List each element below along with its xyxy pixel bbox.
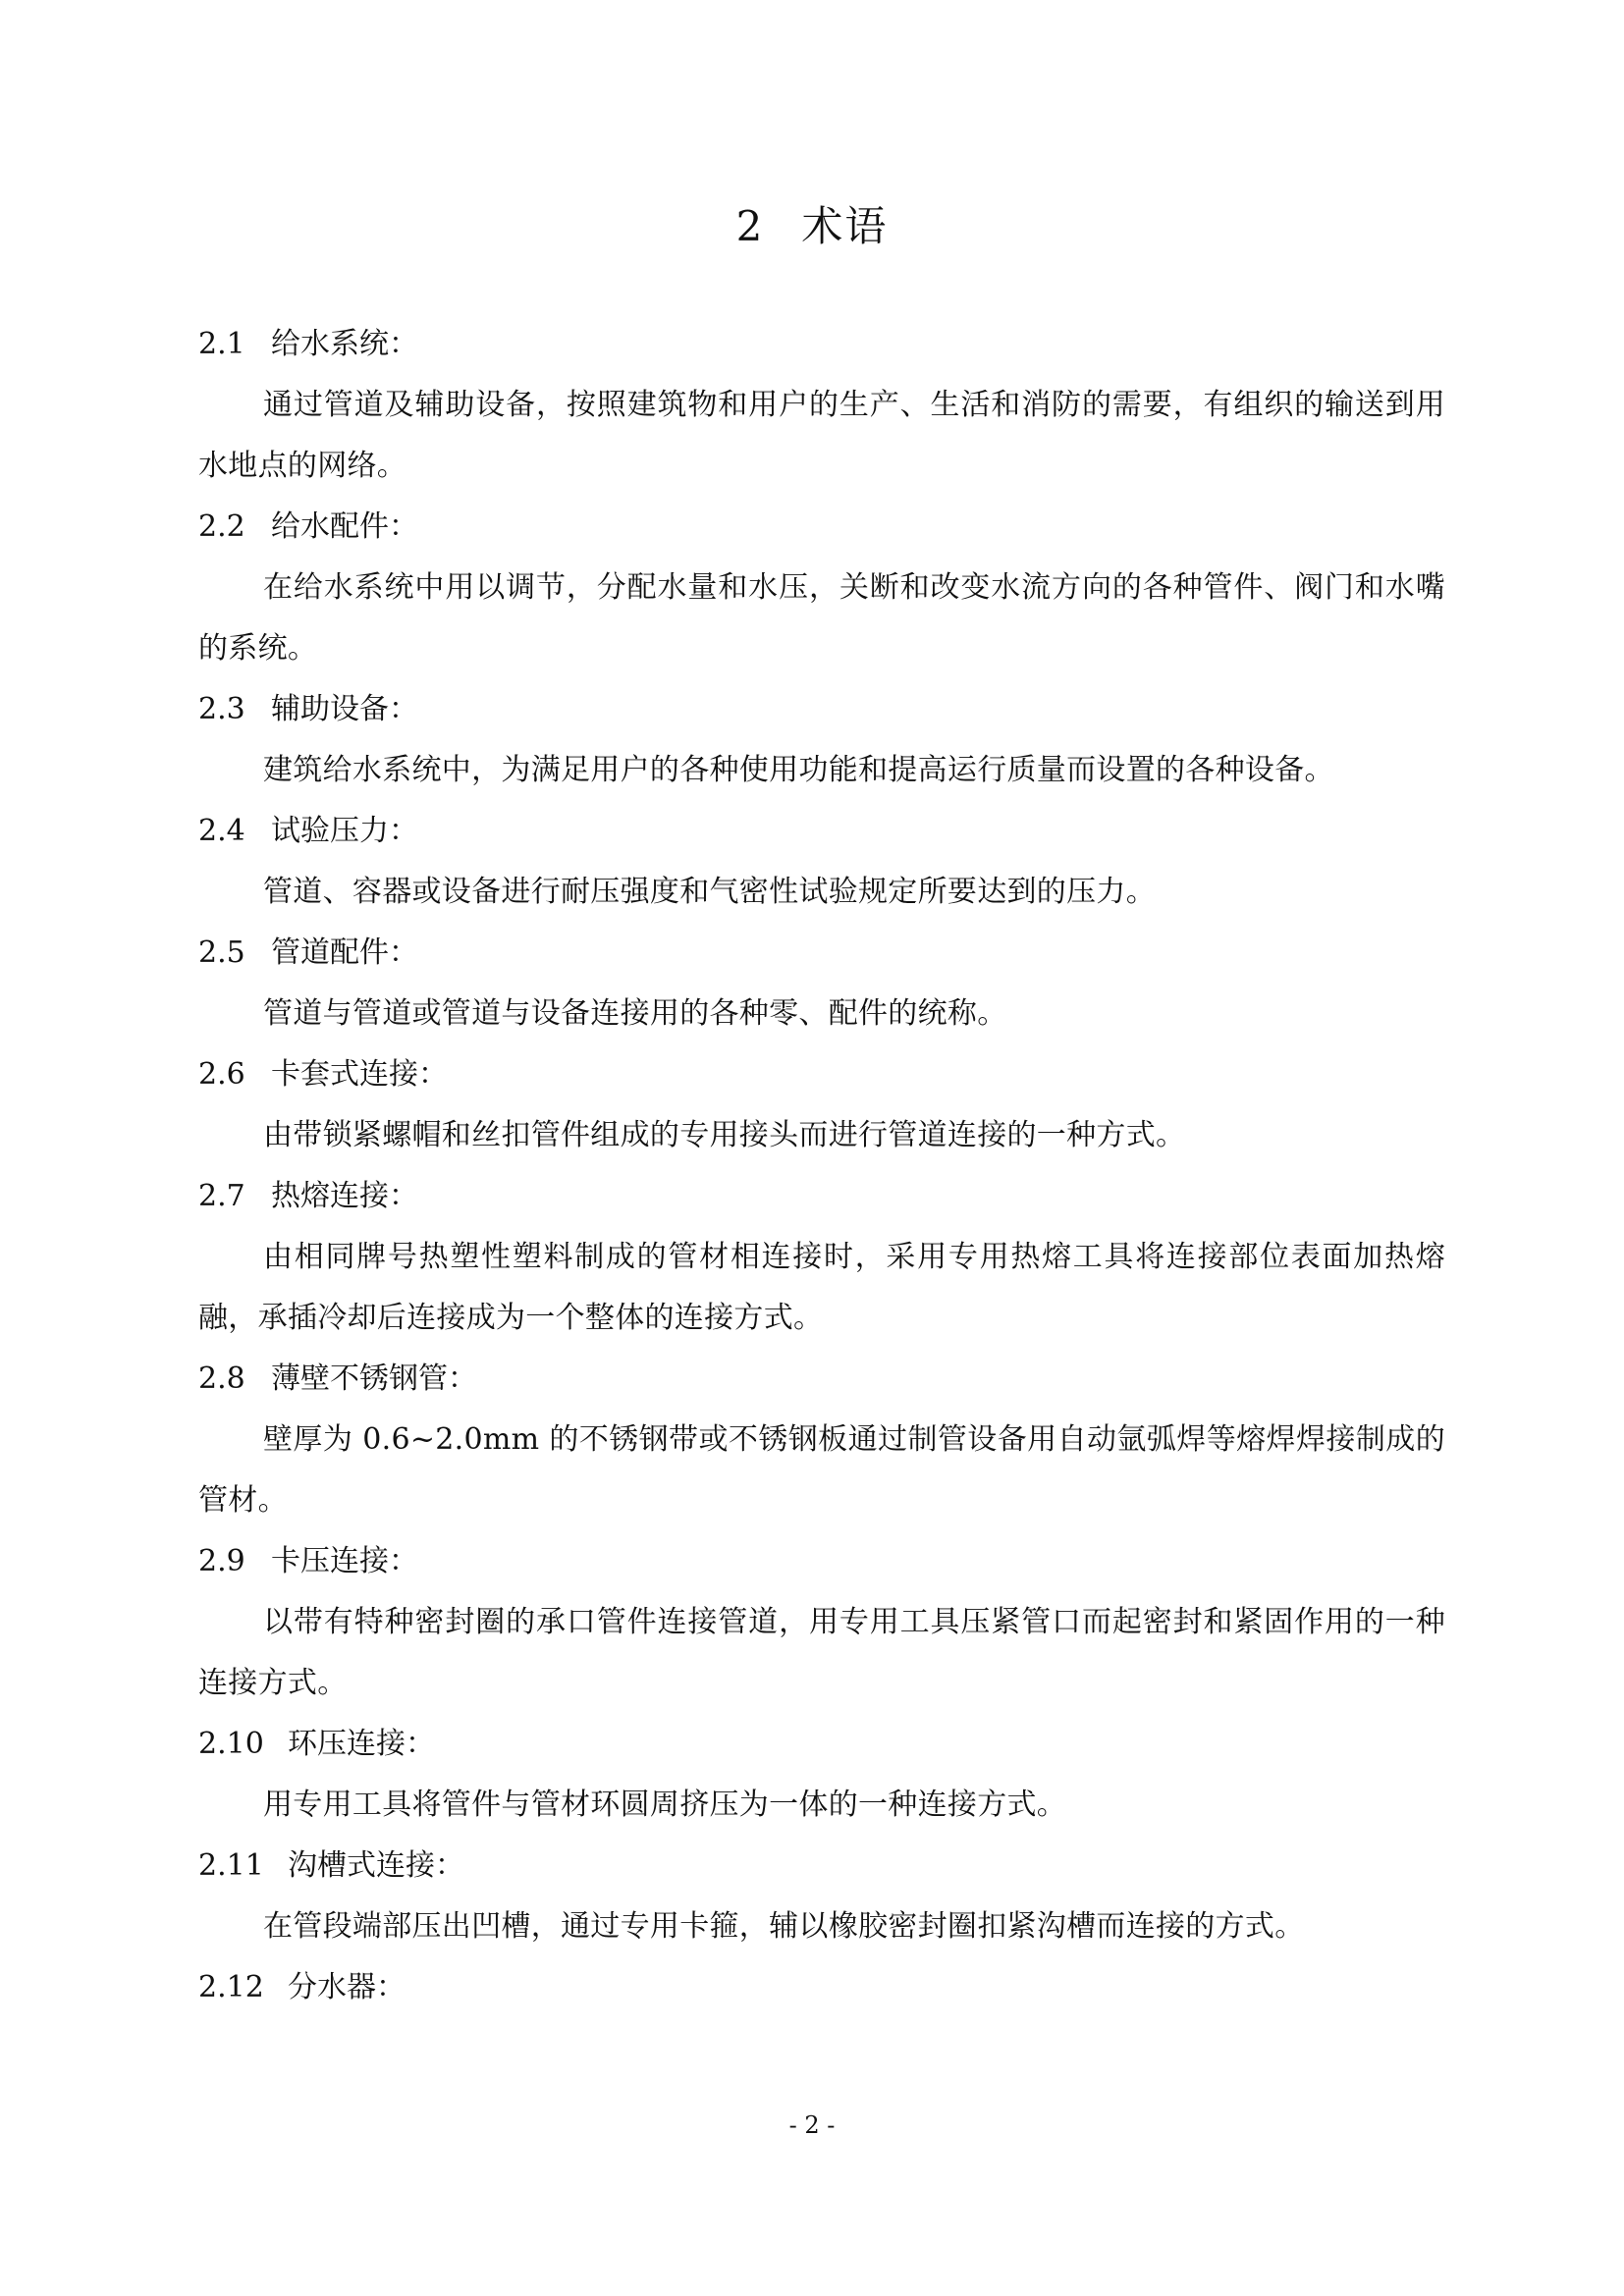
term-definition: 壁厚为 0.6~2.0mm 的不锈钢带或不锈钢板通过制管设备用自动氩弧焊等熔焊焊接制成的管材。 bbox=[198, 1422, 1445, 1518]
term-heading bbox=[198, 1836, 1445, 1896]
term-heading bbox=[198, 923, 1445, 984]
term-heading bbox=[198, 1349, 1445, 1410]
term-definition: 通过管道及辅助设备，按照建筑物和用户的生产、生活和消防的需要，有组织的输送到用水地点的网络。 bbox=[198, 388, 1445, 483]
term-number: 2.5 bbox=[198, 935, 245, 970]
term-heading bbox=[198, 1166, 1445, 1227]
term-name: 辅助设备： bbox=[271, 692, 418, 726]
term-number: 2.3 bbox=[198, 692, 245, 726]
term-definition: 在给水系统中用以调节，分配水量和水压，关断和改变水流方向的各种管件、阀门和水嘴的系统。 bbox=[198, 570, 1445, 666]
term-2-10 bbox=[198, 1714, 1445, 1836]
term-2-3 bbox=[198, 679, 1445, 801]
term-heading bbox=[198, 801, 1445, 862]
term-2-11 bbox=[198, 1836, 1445, 1957]
term-number: 2.2 bbox=[198, 509, 245, 544]
term-2-9 bbox=[198, 1531, 1445, 1714]
term-number: 2.6 bbox=[198, 1057, 245, 1092]
term-heading bbox=[198, 1531, 1445, 1592]
term-2-6 bbox=[198, 1044, 1445, 1166]
term-name: 给水配件： bbox=[271, 509, 418, 544]
term-name: 薄壁不锈钢管： bbox=[271, 1362, 477, 1396]
term-definition: 建筑给水系统中，为满足用户的各种使用功能和提高运行质量而设置的各种设备。 bbox=[263, 753, 1334, 787]
term-definition: 用专用工具将管件与管材环圆周挤压为一体的一种连接方式。 bbox=[263, 1788, 1067, 1822]
term-2-4 bbox=[198, 801, 1445, 923]
terms-list bbox=[198, 314, 1445, 2018]
chapter-title-text: 术语 bbox=[801, 202, 889, 250]
term-definition: 由相同牌号热塑性塑料制成的管材相连接时，采用专用热熔工具将连接部位表面加热熔融，承插冷却后连接成为一个整体的连接方式。 bbox=[198, 1240, 1445, 1335]
term-heading bbox=[198, 314, 1445, 375]
term-definition: 在管段端部压出凹槽，通过专用卡箍，辅以橡胶密封圈扣紧沟槽而连接的方式。 bbox=[263, 1909, 1305, 1944]
term-number: 2.4 bbox=[198, 814, 245, 848]
page-number: - 2 - bbox=[788, 2111, 836, 2139]
term-name: 卡压连接： bbox=[271, 1544, 418, 1578]
term-heading bbox=[198, 679, 1445, 740]
term-name: 沟槽式连接： bbox=[288, 1848, 464, 1883]
term-definition: 管道与管道或管道与设备连接用的各种零、配件的统称。 bbox=[263, 996, 1007, 1031]
term-2-5 bbox=[198, 923, 1445, 1044]
term-number: 2.9 bbox=[198, 1544, 245, 1578]
term-2-8 bbox=[198, 1349, 1445, 1531]
term-heading bbox=[198, 497, 1445, 558]
term-number: 2.10 bbox=[198, 1727, 264, 1761]
term-name: 分水器： bbox=[288, 1970, 406, 2004]
term-definition: 以带有特种密封圈的承口管件连接管道，用专用工具压紧管口而起密封和紧固作用的一种连接方式。 bbox=[198, 1605, 1445, 1700]
term-name: 给水系统： bbox=[271, 327, 418, 361]
term-number: 2.11 bbox=[198, 1848, 264, 1883]
chapter-title bbox=[0, 199, 1624, 254]
term-name: 卡套式连接： bbox=[271, 1057, 448, 1092]
term-name: 管道配件： bbox=[271, 935, 418, 970]
term-definition: 管道、容器或设备进行耐压强度和气密性试验规定所要达到的压力。 bbox=[263, 875, 1156, 909]
term-heading bbox=[198, 1957, 1445, 2018]
term-name: 热熔连接： bbox=[271, 1179, 418, 1213]
term-number: 2.12 bbox=[198, 1970, 264, 2004]
term-heading bbox=[198, 1044, 1445, 1105]
term-number: 2.1 bbox=[198, 327, 245, 361]
term-heading bbox=[198, 1714, 1445, 1775]
term-name: 试验压力： bbox=[271, 814, 418, 848]
term-name: 环压连接： bbox=[288, 1727, 435, 1761]
term-number: 2.7 bbox=[198, 1179, 245, 1213]
term-2-1 bbox=[198, 314, 1445, 497]
chapter-number: 2 bbox=[735, 202, 765, 250]
term-number: 2.8 bbox=[198, 1362, 245, 1396]
term-2-12 bbox=[198, 1957, 1445, 2018]
term-definition: 由带锁紧螺帽和丝扣管件组成的专用接头而进行管道连接的一种方式。 bbox=[263, 1118, 1186, 1152]
term-2-7 bbox=[198, 1166, 1445, 1349]
term-2-2 bbox=[198, 497, 1445, 679]
